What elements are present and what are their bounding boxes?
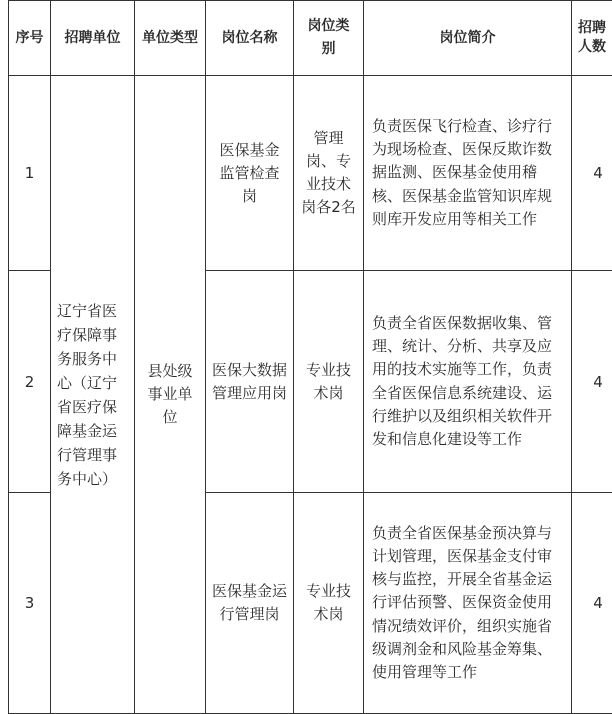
header-row	[9, 1, 612, 76]
post-description: 负责医保飞行检查、诊疗行为现场检查、医保反欺诈数据监测、医保基金使用稽核、医保基金监管知识库规则库开发应用等相关工作	[364, 76, 572, 271]
headcount: 4	[572, 76, 612, 271]
header-index: 序号	[9, 1, 51, 76]
recruitment-table	[8, 0, 612, 714]
post-category: 专业技术岗	[294, 271, 364, 493]
post-name: 医保基金监管检查岗	[206, 76, 294, 271]
recruiting-unit: 辽宁省医疗保障事务服务中心（辽宁省医疗保障基金运行管理事务中心）	[51, 76, 135, 714]
post-category: 管理岗、专业技术岗各2名	[294, 76, 364, 271]
table-row	[9, 76, 612, 271]
post-description: 负责全省医保基金预决算与计划管理，医保基金支付审核与监控，开展全省基金运行评估预警、医保资金使用情况绩效评价，组织实施省级调剂金和风险基金筹集、使用管理等工作	[364, 493, 572, 714]
row-index: 1	[9, 76, 51, 271]
header-unit: 招聘单位	[51, 1, 135, 76]
headcount: 4	[572, 271, 612, 493]
row-index: 2	[9, 271, 51, 493]
header-post-desc: 岗位简介	[364, 1, 572, 76]
post-category: 专业技术岗	[294, 493, 364, 714]
unit-type: 县处级事业单位	[135, 76, 206, 714]
header-post-category: 岗位类别	[294, 1, 364, 76]
post-name: 医保基金运行管理岗	[206, 493, 294, 714]
header-headcount: 招聘人数	[572, 1, 612, 76]
headcount: 4	[572, 493, 612, 714]
post-name: 医保大数据管理应用岗	[206, 271, 294, 493]
header-unit-type: 单位类型	[135, 1, 206, 76]
row-index: 3	[9, 493, 51, 714]
post-description: 负责全省医保数据收集、管理、统计、分析、共享及应用的技术实施等工作，负责全省医保信息系统建设、运行维护以及组织相关软件开发和信息化建设等工作	[364, 271, 572, 493]
header-post-name: 岗位名称	[206, 1, 294, 76]
